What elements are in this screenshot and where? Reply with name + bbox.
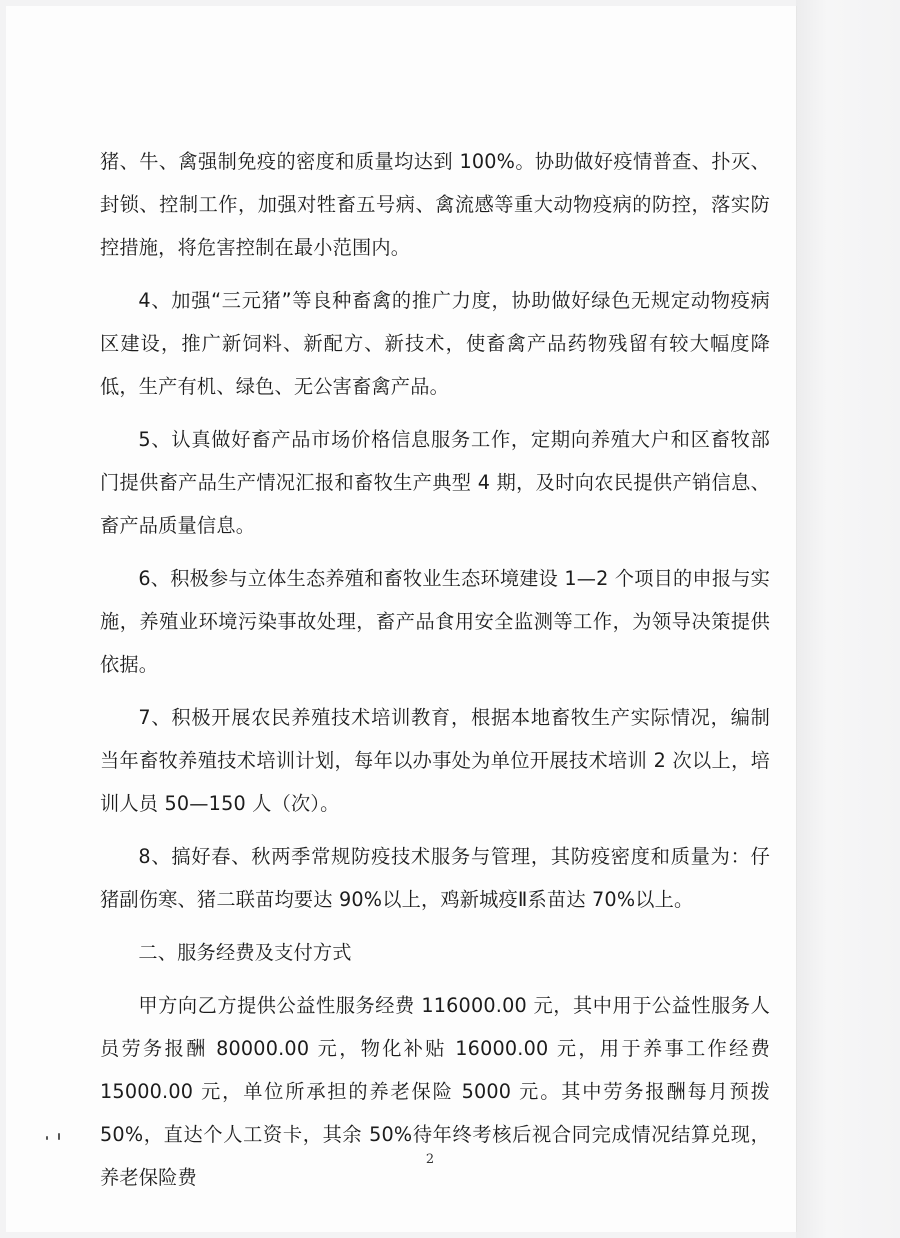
- paragraph-continuation: 猪、牛、禽强制免疫的密度和质量均达到 100%。协助做好疫情普查、扑灭、封锁、控制工作，加强对牲畜五号病、禽流感等重大动物疫病的防控，落实防控措施，将危害控制在最小范围内。: [100, 150, 770, 259]
- paragraph-item-7: 7、积极开展农民养殖技术培训教育，根据本地畜牧生产实际情况，编制当年畜牧养殖技术培训计划，每年以办事处为单位开展技术培训 2 次以上，培训人员 50—150 人（次）。: [100, 706, 770, 815]
- scan-speck: [46, 1136, 48, 1140]
- paragraph-item-8: 8、搞好春、秋两季常规防疫技术服务与管理，其防疫密度和质量为：仔猪副伤寒、猪二联苗均要达 90%以上，鸡新城疫Ⅱ系苗达 70%以上。: [100, 845, 770, 911]
- document-body: [100, 140, 770, 1209]
- paragraph-funding: 甲方向乙方提供公益性服务经费 116000.00 元，其中用于公益性服务人员劳务报酬 80000.00 元，物化补贴 16000.00 元，用于养事工作经费 15000.00 元，单位所承担的养老保险 5000 元。其中劳务报酬每月预拨 50%，直达个人工资卡，其余 50%待年终考核后视合同完成情况结算兑现，养老保险费: [100, 994, 770, 1189]
- section-heading: 二、服务经费及支付方式: [138, 941, 352, 964]
- paragraph-item-5: 5、认真做好畜产品市场价格信息服务工作，定期向养殖大户和区畜牧部门提供畜产品生产情况汇报和畜牧生产典型 4 期，及时向农民提供产销信息、畜产品质量信息。: [100, 428, 770, 537]
- scan-speck: [58, 1133, 60, 1140]
- paragraph-item-4: 4、加强“三元猪”等良种畜禽的推广力度，协助做好绿色无规定动物疫病区建设，推广新饲料、新配方、新技术，使畜禽产品药物残留有较大幅度降低，生产有机、绿色、无公害畜禽产品。: [100, 289, 770, 398]
- page-number: 2: [425, 1152, 435, 1167]
- scan-margin: [796, 0, 900, 1238]
- paragraph-item-6: 6、积极参与立体生态养殖和畜牧业生态环境建设 1—2 个项目的申报与实施，养殖业环境污染事故处理，畜产品食用安全监测等工作，为领导决策提供依据。: [100, 567, 770, 676]
